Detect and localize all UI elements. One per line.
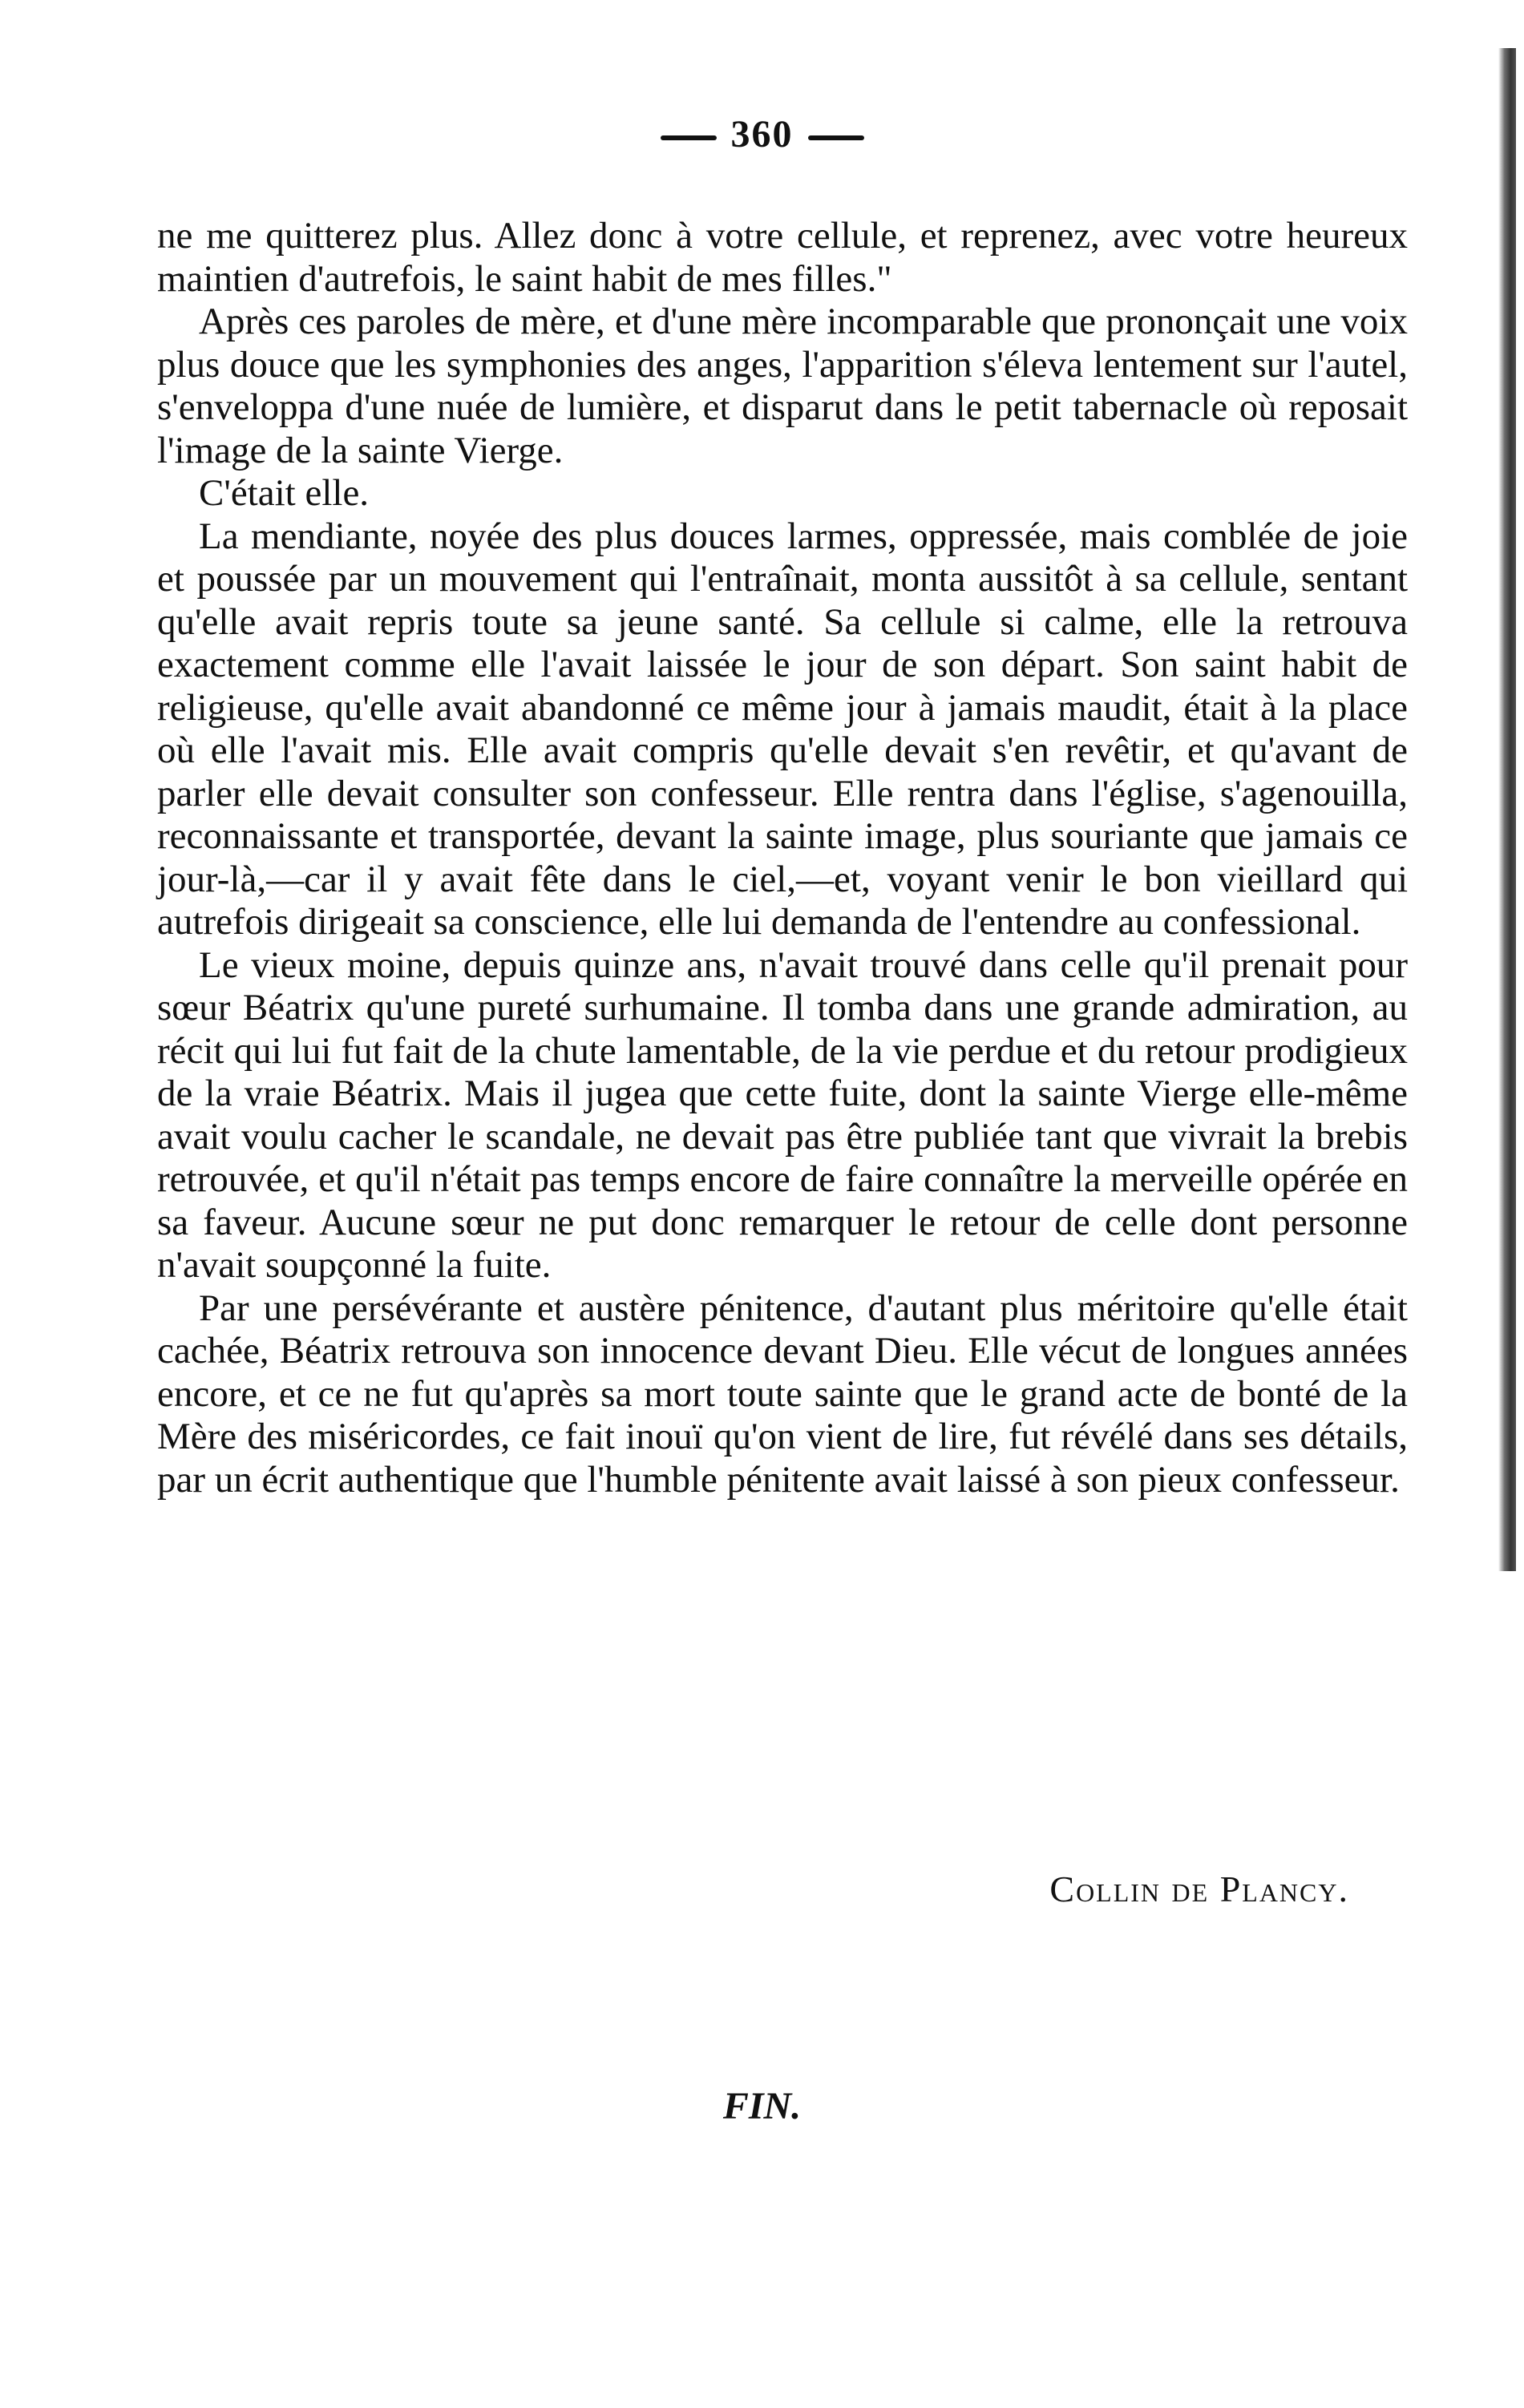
author-signature: Collin de Plancy. <box>1049 1869 1349 1909</box>
paragraph-2: Après ces paroles de mère, et d'une mère incomparable que prononçait une voix plus douce que les symphonies des anges, l'apparition s'éleva lentement sur l'autel, s'enveloppa d'une nuée de lumière, et disparut dans le petit tabernacle où reposait l'image de la sainte Vierge. <box>157 301 1408 471</box>
paragraph-3: C'était elle. <box>199 472 370 514</box>
end-mark: FIN. <box>722 2085 802 2127</box>
paragraph-1: ne me quitterez plus. Allez donc à votre cellule, et reprenez, avec votre heureux maintien d'autrefois, le saint habit de mes filles." <box>157 215 1408 300</box>
paragraph-6: Par une persévérante et austère pénitence, d'autant plus méritoire qu'elle était cachée, Béatrix retrouva son innocence devant Dieu. Elle vécut de longues années encore, et ce ne fut qu'après sa mort toute sainte que le grand acte de bonté de la Mère des miséricordes, ce fait inouï qu'on vient de lire, fut révélé dans ses détails, par un écrit authentique que l'humble pénitente avait laissé à son pieux confesseur. <box>157 1287 1408 1501</box>
scan-edge-shadow <box>1498 48 1516 1571</box>
body-text <box>157 215 1408 1501</box>
page-number-header <box>0 112 1524 156</box>
paragraph-4: La mendiante, noyée des plus douces larmes, oppressée, mais comblée de joie et poussée par un mouvement qui l'entraînait, monta aussitôt à sa cellule, sentant qu'elle avait repris toute sa jeune santé. Sa cellule si calme, elle la retrouva exactement comme elle l'avait laissée le jour de son départ. Son saint habit de religieuse, qu'elle avait abandonné ce même jour à jamais maudit, était à la place où elle l'avait mis. Elle avait compris qu'elle devait s'en revêtir, et qu'avant de parler elle devait consulter son confesseur. Elle rentra dans l'église, s'agenouilla, reconnaissante et transportée, devant la sainte image, plus souriante que jamais ce jour-là,—car il y avait fête dans le ciel,—et, voyant venir le bon vieillard qui autrefois dirigeait sa conscience, elle lui demanda de l'entendre au confessional. <box>157 515 1408 943</box>
ornament-dash-left <box>661 135 717 140</box>
paragraph-5: Le vieux moine, depuis quinze ans, n'avait trouvé dans celle qu'il prenait pour sœur Béatrix qu'une pureté surhumaine. Il tomba dans une grande admiration, au récit qui lui fut fait de la chute lamentable, de la vie perdue et du retour prodigieux de la vraie Béatrix. Mais il jugea que cette fuite, dont la sainte Vierge elle-même avait voulu cacher le scandale, ne devait pas être publiée tant que vivrait la brebis retrouvée, et qu'il n'était pas temps encore de faire connaître la merveille opérée en sa faveur. Aucune sœur ne put donc remarquer le retour de celle dont personne n'avait soupçonné la fuite. <box>157 943 1408 1286</box>
page-number: 360 <box>730 113 794 156</box>
ornament-dash-right <box>808 135 864 140</box>
